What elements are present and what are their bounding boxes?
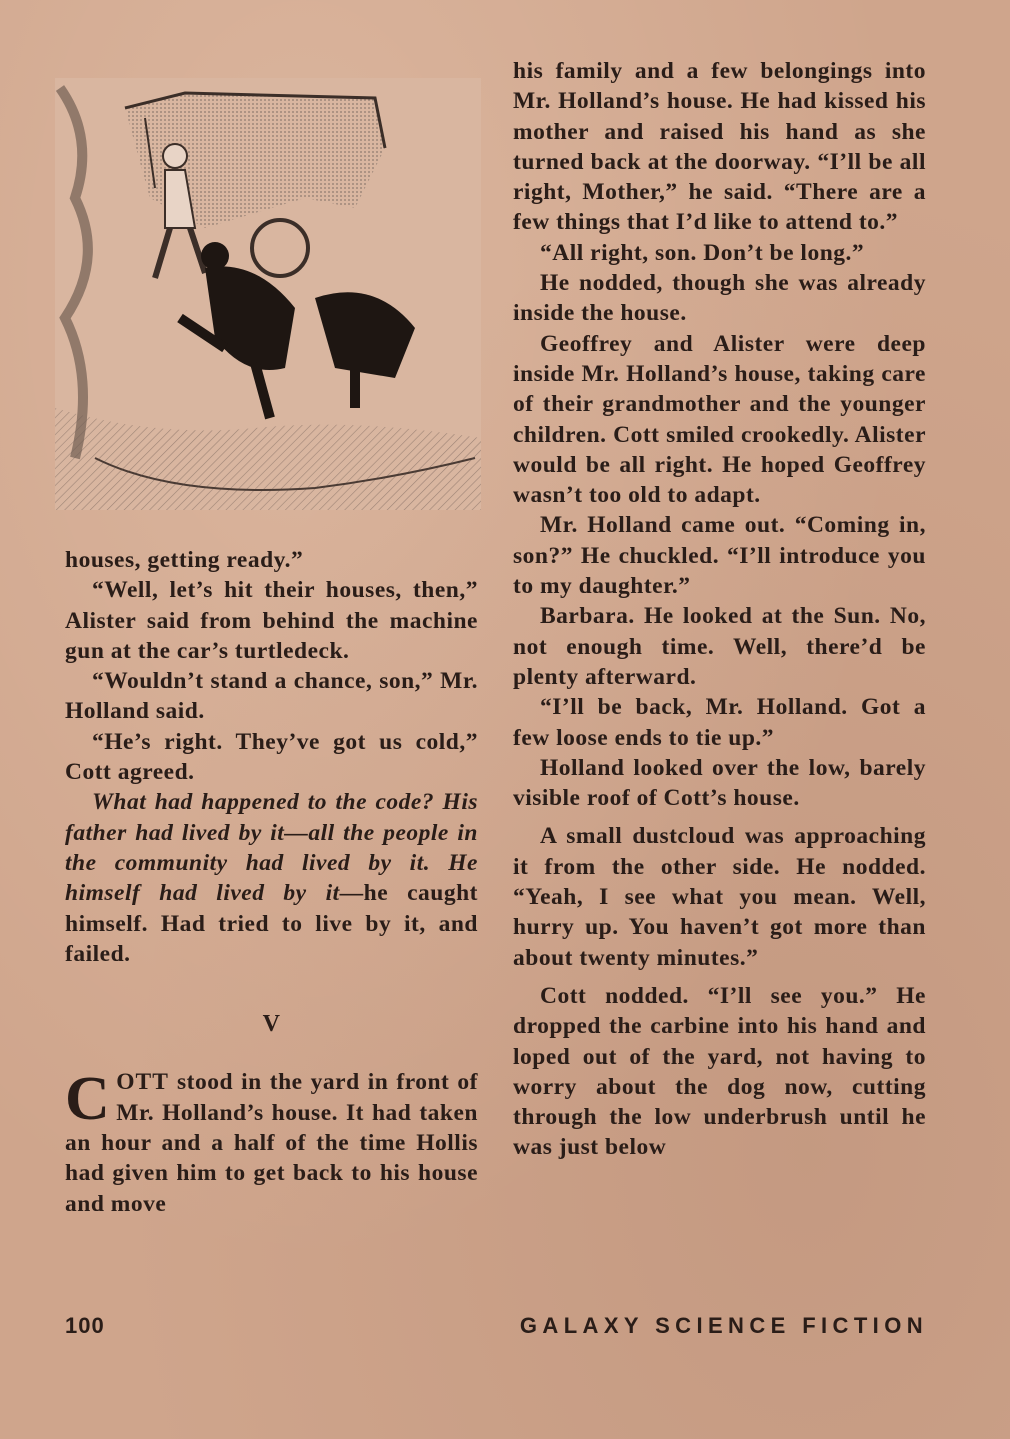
- paragraph: “I’ll be back, Mr. Holland. Got a few loose ends to tie up.”: [513, 694, 926, 751]
- paragraph: Mr. Holland came out. “Coming in, son?” He chuckled. “I’ll introduce you to my daughter.”: [513, 512, 926, 600]
- paragraph: Barbara. He looked at the Sun. No, not enough time. Well, there’d be plenty afterward.: [513, 603, 926, 690]
- paragraph: houses, getting ready.”: [65, 547, 304, 573]
- section-heading: V: [262, 1011, 281, 1038]
- paragraph: [65, 1067, 478, 1218]
- paragraph-text: —he caught himself. Had tried to live by it, and failed.: [65, 880, 478, 967]
- paragraph-text: stood in the yard in front of Mr. Holland’s house. It had taken an hour and a half of the time Hollis had given him to get back to his house and move: [65, 1069, 478, 1217]
- paragraph: Holland looked over the low, barely visible roof of Cott’s house.: [513, 754, 926, 812]
- paragraph: Cott nodded. “I’ll see you.” He dropped the carbine into his hand and loped out of the yard, not having to worry about the dog now, cutting through the low underbrush until he was just below: [513, 982, 926, 1161]
- italic-text: What had happened to the code? His father had lived by it—all the people in the community had lived by it. He himself had lived by it: [65, 789, 478, 907]
- right-column: [513, 56, 926, 1163]
- running-footer-title: GALAXY SCIENCE FICTION: [519, 1313, 928, 1338]
- paragraph: his family and a few belongings into Mr. Holland’s house. He had kissed his mother and raised his hand as she turned back at the doorway. “I’ll be all right, Mother,” he said. “There are a few things that I’d like to attend to.”: [513, 58, 926, 236]
- page-number: 100: [65, 1313, 105, 1338]
- small-caps-text: OTT: [116, 1069, 169, 1096]
- paragraph: “Well, let’s hit their houses, then,” Alister said from behind the machine gun at the car’s turtledeck.: [65, 577, 478, 664]
- left-column: [65, 545, 478, 1219]
- paragraph: Geoffrey and Alister were deep inside Mr. Holland’s house, taking care of their grandmother and the younger children. Cott smiled crookedly. Alister would be all right. He hoped Geoffrey wasn’t too old to adapt.: [513, 330, 926, 509]
- illustration: [55, 78, 481, 510]
- drop-cap: C: [65, 1065, 111, 1134]
- paragraph: “He’s right. They’ve got us cold,” Cott agreed.: [65, 728, 478, 786]
- paragraph: A small dustcloud was approaching it from the other side. He nodded. “Yeah, I see what you mean. Well, hurry up. You haven’t got more than about twenty minutes.”: [513, 823, 926, 971]
- paragraph: [65, 787, 478, 969]
- paragraph: He nodded, though she was already inside the house.: [513, 270, 926, 327]
- paragraph: “All right, son. Don’t be long.”: [540, 239, 865, 266]
- paragraph: “Wouldn’t stand a chance, son,” Mr. Holland said.: [65, 668, 478, 725]
